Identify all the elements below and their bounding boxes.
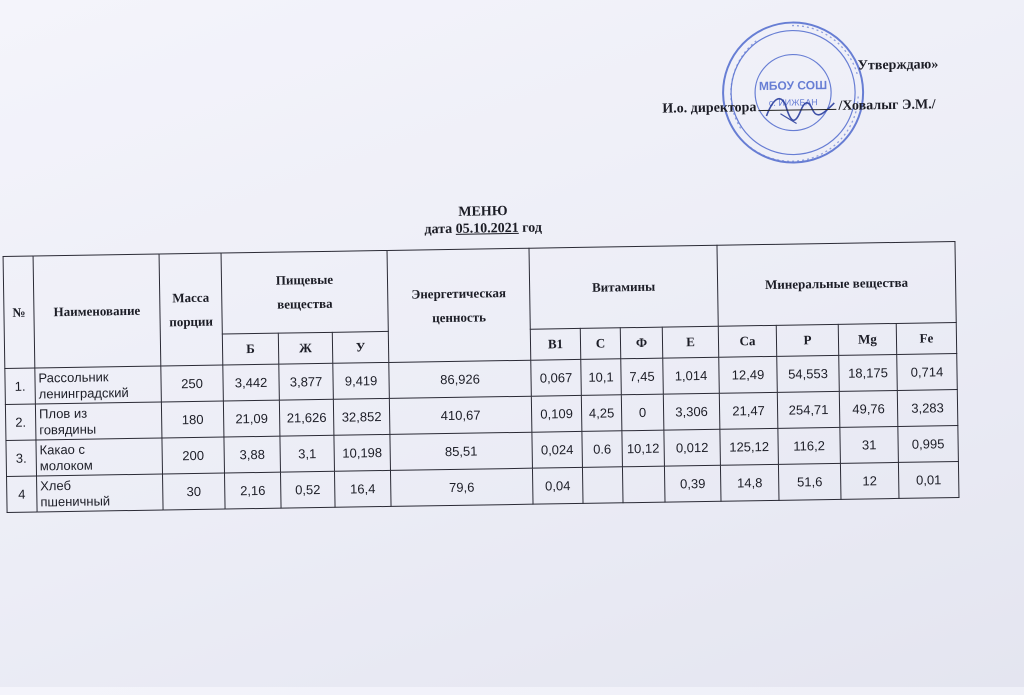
header-nutrients-line2: вещества bbox=[277, 295, 333, 312]
row-num: 1. bbox=[5, 368, 36, 404]
header-num: № bbox=[3, 256, 35, 368]
menu-title bbox=[378, 202, 589, 239]
header-nutrients-line1: Пищевые bbox=[275, 271, 334, 288]
row-b1: 0,067 bbox=[531, 359, 582, 396]
subheader-b: Б bbox=[222, 333, 278, 365]
subheader-ca: Ca bbox=[718, 325, 776, 357]
row-fe: 0,01 bbox=[898, 462, 959, 499]
row-mg: 49,76 bbox=[839, 390, 898, 427]
row-u: 9,419 bbox=[333, 362, 390, 399]
row-b1: 0,109 bbox=[531, 395, 582, 432]
row-p: 116,2 bbox=[778, 427, 841, 464]
header-minerals: Минеральные вещества bbox=[717, 242, 956, 327]
subheader-p: P bbox=[776, 324, 838, 356]
row-p: 51,6 bbox=[778, 463, 841, 500]
row-energy: 79,6 bbox=[390, 468, 533, 506]
header-energy-line1: Энергетическая bbox=[411, 284, 507, 302]
signature-line bbox=[758, 95, 836, 111]
row-fe: 0,714 bbox=[897, 354, 958, 391]
row-p: 54,553 bbox=[777, 355, 840, 392]
subheader-f: Ф bbox=[620, 327, 662, 359]
row-name-line2: говядины bbox=[39, 421, 97, 437]
approval-word: Утверждаю» bbox=[857, 57, 939, 74]
row-e: 1,014 bbox=[663, 357, 720, 394]
row-name-line2: ленинградский bbox=[38, 384, 129, 401]
row-name-line1: Плов из bbox=[38, 405, 88, 421]
row-fe: 3,283 bbox=[897, 390, 958, 427]
row-e: 0,39 bbox=[664, 465, 721, 502]
row-name bbox=[35, 366, 162, 404]
row-zh: 3,877 bbox=[279, 363, 334, 400]
row-f bbox=[622, 466, 665, 503]
row-u: 16,4 bbox=[334, 470, 391, 507]
row-b1: 0,024 bbox=[532, 431, 583, 468]
row-b1: 0,04 bbox=[532, 467, 583, 504]
header-mass-line2: порции bbox=[169, 313, 214, 329]
menu-date-line bbox=[378, 219, 588, 239]
row-mg: 12 bbox=[840, 462, 899, 499]
menu-heading: МЕНЮ bbox=[458, 204, 508, 220]
row-zh: 0,52 bbox=[280, 471, 335, 508]
row-f: 10,12 bbox=[622, 430, 665, 467]
subheader-mg: Mg bbox=[838, 323, 896, 355]
row-u: 32,852 bbox=[333, 398, 390, 435]
date-suffix: год bbox=[522, 220, 543, 236]
subheader-zh: Ж bbox=[278, 332, 332, 364]
row-fe: 0,995 bbox=[898, 426, 959, 463]
row-energy: 85,51 bbox=[390, 432, 533, 470]
header-mass bbox=[159, 253, 223, 366]
row-ca: 125,12 bbox=[720, 428, 779, 465]
row-num: 4 bbox=[7, 476, 38, 512]
row-c: 10,1 bbox=[581, 359, 622, 396]
date-value: 05.10.2021 bbox=[455, 220, 519, 237]
header-energy bbox=[387, 248, 531, 362]
row-b: 3,442 bbox=[223, 364, 280, 401]
row-mg: 31 bbox=[840, 426, 899, 463]
row-zh: 21,626 bbox=[279, 399, 334, 436]
subheader-u: У bbox=[332, 331, 388, 363]
stamp-center-text: МБОУ СОШ bbox=[758, 78, 828, 94]
row-num: 3. bbox=[6, 440, 37, 476]
header-energy-line2: ценность bbox=[432, 308, 487, 325]
stamp-sub-text: с. ИИЖБАН bbox=[768, 97, 818, 108]
row-e: 3,306 bbox=[663, 393, 720, 430]
header-nutrients bbox=[221, 250, 388, 334]
row-energy: 410,67 bbox=[389, 396, 532, 434]
row-energy: 86,926 bbox=[389, 360, 532, 398]
row-num: 2. bbox=[5, 404, 36, 440]
row-mg: 18,175 bbox=[839, 354, 898, 391]
row-b: 2,16 bbox=[224, 472, 281, 509]
header-vitamins: Витамины bbox=[529, 245, 718, 329]
subheader-c: C bbox=[580, 328, 620, 360]
row-name-line1: Хлеб bbox=[40, 477, 72, 493]
row-ca: 14,8 bbox=[720, 464, 779, 501]
director-label: И.о. директора bbox=[662, 100, 757, 117]
row-u: 10,198 bbox=[334, 434, 391, 471]
row-p: 254,71 bbox=[777, 391, 840, 428]
header-row bbox=[3, 242, 956, 338]
date-label: дата bbox=[424, 221, 453, 238]
row-mass: 180 bbox=[161, 401, 224, 438]
header-name: Наименование bbox=[33, 254, 161, 368]
director-line bbox=[662, 93, 936, 117]
row-f: 7,45 bbox=[621, 358, 664, 395]
row-c bbox=[582, 467, 623, 504]
approval-block bbox=[635, 51, 976, 136]
row-mass: 250 bbox=[161, 365, 224, 402]
row-name bbox=[36, 438, 163, 476]
row-name-line2: молоком bbox=[39, 457, 93, 473]
row-b: 21,09 bbox=[223, 400, 280, 437]
row-ca: 21,47 bbox=[719, 392, 778, 429]
row-b: 3,88 bbox=[224, 436, 281, 473]
row-c: 4,25 bbox=[581, 395, 622, 432]
row-f: 0 bbox=[621, 394, 664, 431]
row-name-line1: Какао с bbox=[39, 441, 86, 457]
menu-table bbox=[3, 241, 960, 513]
director-name: /Ховалыг Э.М./ bbox=[838, 97, 936, 114]
row-zh: 3,1 bbox=[280, 435, 335, 472]
header-mass-line1: Масса bbox=[172, 289, 210, 305]
subheader-e: E bbox=[662, 326, 718, 358]
row-name bbox=[37, 474, 164, 512]
row-name-line1: Рассольник bbox=[38, 368, 109, 385]
row-c: 0.6 bbox=[582, 431, 623, 468]
row-mass: 200 bbox=[162, 437, 225, 474]
row-ca: 12,49 bbox=[719, 356, 778, 393]
subheader-fe: Fe bbox=[896, 323, 956, 355]
subheader-b1: B1 bbox=[530, 328, 580, 360]
row-name-line2: пшеничный bbox=[40, 492, 111, 509]
row-name bbox=[35, 402, 162, 440]
row-e: 0,012 bbox=[664, 429, 721, 466]
row-mass: 30 bbox=[163, 473, 226, 510]
